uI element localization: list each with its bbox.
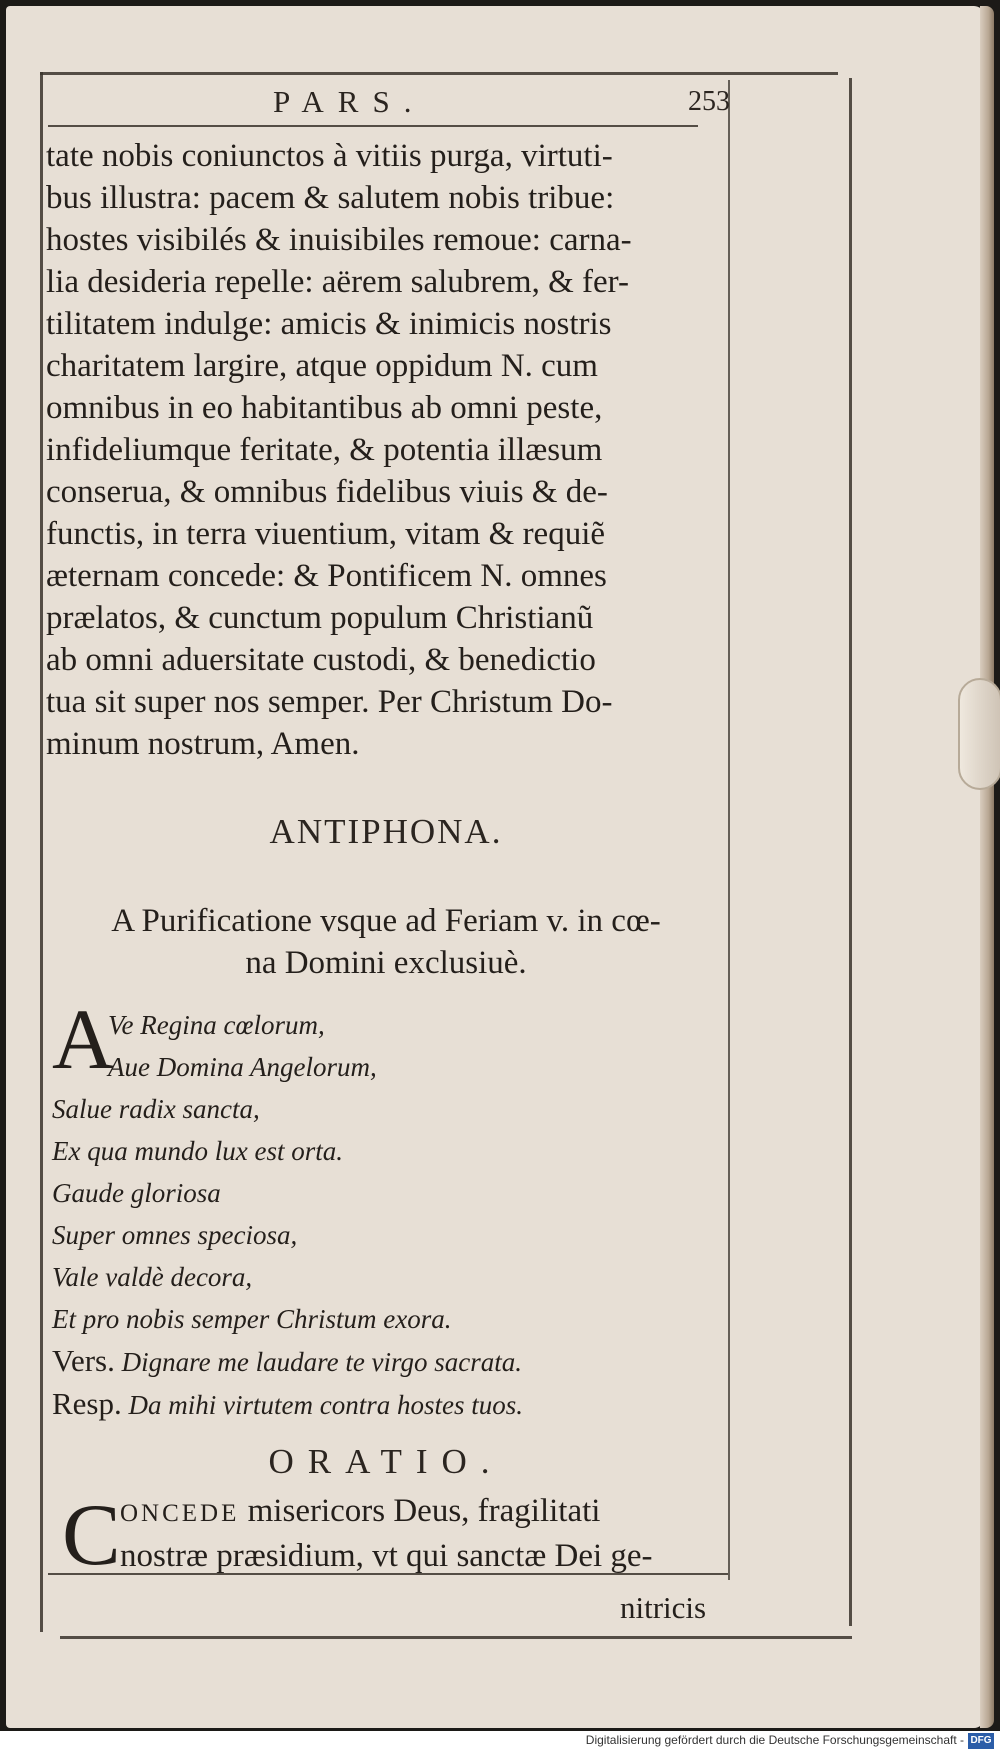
ave-regina-verse xyxy=(52,991,732,1426)
text-line: minum nostrum, Amen. xyxy=(46,726,360,762)
page-header xyxy=(48,80,730,124)
text-line: prælatos, & cunctum populum Christianũ xyxy=(46,600,594,636)
frame-rule-bottom xyxy=(60,1636,852,1639)
prayer-text xyxy=(46,135,726,765)
frame-rule-top xyxy=(40,72,838,75)
verse-line: Vale valdè decora, xyxy=(52,1262,253,1292)
verse-line: Ve Regina cœlorum, xyxy=(108,1010,325,1040)
antiphona-rubric xyxy=(46,900,726,984)
text-line: ab omni aduersitate custodi, & benedictio xyxy=(46,642,596,678)
text-line: tilitatem indulge: amicis & inimicis nostris xyxy=(46,306,612,342)
page-number: 253 xyxy=(688,86,730,117)
text-line: functis, in terra viuentium, vitam & requiẽ xyxy=(46,516,606,552)
text-line: tua sit super nos semper. Per Christum Do- xyxy=(46,684,613,720)
frame-rule-left xyxy=(40,72,43,1632)
text-line: conserua, & omnibus fidelibus viuis & de- xyxy=(46,474,608,510)
verse-line: Super omnes speciosa, xyxy=(52,1220,298,1250)
text-line: bus illustra: pacem & salutem nobis tribue: xyxy=(46,180,615,216)
oratio-line xyxy=(52,1490,732,1535)
text-line: lia desideria repelle: aërem salubrem, & fer- xyxy=(46,264,629,300)
response-label: Resp. xyxy=(52,1386,122,1421)
response xyxy=(52,1383,732,1426)
text-line: infideliumque feritate, & potentia illæsum xyxy=(46,432,603,468)
verse-line: Ex qua mundo lux est orta. xyxy=(52,1136,343,1166)
frame-rule-right xyxy=(849,78,852,1626)
versicle-label: Vers. xyxy=(52,1343,115,1378)
running-head: PARS. xyxy=(273,84,426,119)
antiphona-heading: ANTIPHONA. xyxy=(269,812,503,851)
text-line: charitatem largire, atque oppidum N. cum xyxy=(46,348,598,384)
book-clip xyxy=(958,678,1000,790)
oratio-heading: ORATIO. xyxy=(268,1442,504,1481)
response-text: Da mihi virtutem contra hostes tuos. xyxy=(128,1390,523,1420)
drop-capital-c: C xyxy=(62,1487,121,1584)
verse-line: Et pro nobis semper Christum exora. xyxy=(52,1304,452,1334)
text-line: omnibus in eo habitantibus ab omni peste, xyxy=(46,390,603,426)
funding-credit: Digitalisierung gefördert durch die Deutsche Forschungsgemeinschaft - xyxy=(585,1733,964,1747)
verse-line: Salue radix sancta, xyxy=(52,1094,260,1124)
verse-line: Gaude gloriosa xyxy=(52,1178,221,1208)
digitization-footer xyxy=(0,1731,1000,1753)
drop-capital-a: A xyxy=(52,991,115,1087)
versicle-text: Dignare me laudare te virgo sacrata. xyxy=(121,1347,523,1377)
versicle xyxy=(52,1340,732,1383)
catchword: nitricis xyxy=(620,1590,707,1625)
text-line: æternam concede: & Pontificem N. omnes xyxy=(46,558,607,594)
oratio-line: nostræ præsidium, vt qui sanctæ Dei ge- xyxy=(120,1538,653,1574)
oratio-smallcaps: ONCEDE xyxy=(120,1500,240,1527)
verse-line: Aue Domina Angelorum, xyxy=(108,1052,377,1082)
header-rule xyxy=(48,125,698,127)
text-line: hostes visibilés & inuisibiles remoue: carna- xyxy=(46,222,632,258)
page-fore-edge xyxy=(980,6,994,1728)
text-line: tate nobis coniunctos à vitiis purga, virtuti- xyxy=(46,138,613,174)
oratio-line-rest: misericors Deus, fragilitati xyxy=(239,1493,601,1529)
dfg-logo: DFG xyxy=(968,1733,994,1749)
oratio-text xyxy=(52,1487,732,1584)
rubric-line: A Purificatione vsque ad Feriam v. in cœ- xyxy=(111,903,661,939)
rubric-line: na Domini exclusiuè. xyxy=(245,945,527,981)
